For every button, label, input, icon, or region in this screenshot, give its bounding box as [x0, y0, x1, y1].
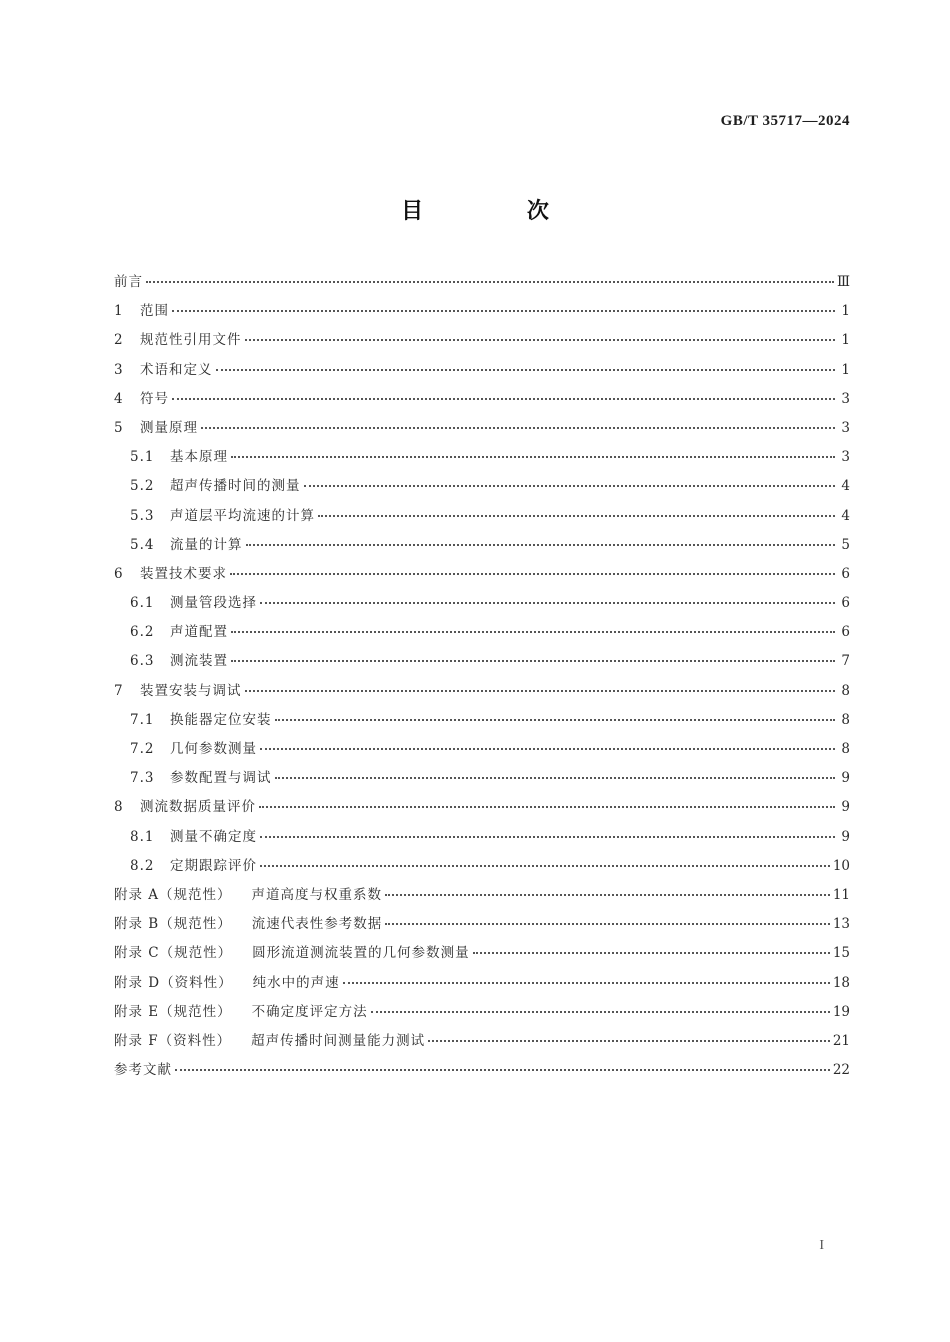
- toc-entry[interactable]: [114, 649, 850, 678]
- page-number: I: [819, 1238, 824, 1253]
- dot-leader: [385, 894, 830, 896]
- toc-entry[interactable]: [114, 679, 850, 708]
- toc-entry-page: 15: [832, 945, 850, 962]
- dot-leader: [260, 748, 835, 750]
- toc-entry[interactable]: [114, 387, 850, 416]
- toc-entry-label: 纯水中的声速: [252, 974, 340, 991]
- toc-entry[interactable]: [114, 795, 850, 824]
- toc-entry[interactable]: [114, 737, 850, 766]
- dot-leader: [230, 573, 835, 575]
- toc-entry-label: 基本原理: [170, 449, 228, 466]
- toc-entry-label: 规范性引用文件: [140, 332, 242, 349]
- toc-entry-page: 3: [841, 419, 850, 436]
- toc-entry-label: 声道配置: [170, 624, 228, 641]
- dot-leader: [246, 544, 836, 546]
- toc-entry[interactable]: [114, 474, 850, 503]
- toc-entry[interactable]: [114, 299, 850, 328]
- toc-entry[interactable]: [114, 766, 850, 795]
- toc-entry-page: 5: [841, 536, 850, 553]
- toc-entry-number: 附录 A（规范性）: [114, 886, 232, 903]
- toc-entry-number: 8.1: [130, 828, 155, 845]
- toc-entry-number: 附录 C（规范性）: [114, 945, 233, 962]
- toc-entry-label: 范围: [140, 303, 169, 320]
- toc-entry[interactable]: [114, 562, 850, 591]
- toc-entry[interactable]: [114, 591, 850, 620]
- toc-entry-page: 22: [832, 1062, 850, 1079]
- toc-entry-label: 换能器定位安装: [170, 711, 272, 728]
- dot-leader: [473, 952, 830, 954]
- toc-entry-label: 测量不确定度: [170, 828, 257, 845]
- dot-leader: [260, 836, 835, 838]
- toc-entry-page: 4: [841, 507, 850, 524]
- toc-entry-number: 附录 E（规范性）: [114, 1003, 232, 1020]
- dot-leader: [259, 806, 835, 808]
- toc-entry-page: 6: [841, 624, 850, 641]
- toc-entry-number: 1: [114, 303, 124, 320]
- toc-entry-number: 6.3: [130, 653, 155, 670]
- dot-leader: [428, 1040, 830, 1042]
- toc-entry[interactable]: [114, 270, 850, 299]
- dot-leader: [318, 515, 835, 517]
- toc-entry-number: 4: [114, 390, 124, 407]
- toc-entry-number: 2: [114, 332, 124, 349]
- toc-entry[interactable]: [114, 328, 850, 357]
- toc-entry-page: 1: [841, 361, 850, 378]
- toc-entry-page: 6: [841, 595, 850, 612]
- dot-leader: [343, 982, 830, 984]
- dot-leader: [172, 398, 835, 400]
- dot-leader: [275, 719, 836, 721]
- toc-entry-page: 11: [832, 886, 850, 903]
- toc-entry-page: 9: [841, 799, 850, 816]
- dot-leader: [304, 485, 836, 487]
- toc-entry-page: 8: [841, 741, 850, 757]
- toc-entry-number: 附录 D（资料性）: [114, 974, 233, 991]
- toc-entry[interactable]: [114, 620, 850, 649]
- toc-entry-page: 8: [841, 682, 850, 699]
- toc-entry-page: 4: [841, 478, 850, 495]
- toc-entry-number: 附录 F（资料性）: [114, 1032, 232, 1049]
- toc-entry-number: 7: [114, 682, 124, 699]
- toc-entry-page: 18: [832, 974, 850, 991]
- dot-leader: [231, 631, 835, 633]
- toc-entry[interactable]: [114, 1000, 850, 1029]
- toc-entry-number: 6.2: [130, 624, 155, 641]
- toc-entry-number: 5.2: [130, 478, 155, 495]
- toc-entry-label: 装置安装与调试: [140, 682, 242, 699]
- toc-entry[interactable]: [114, 971, 850, 1000]
- toc-entry-number: 7.2: [130, 741, 155, 757]
- toc-entry-page: 9: [841, 828, 850, 845]
- toc-entry-label: 不确定度评定方法: [251, 1003, 368, 1020]
- toc-entry-number: 5.3: [130, 507, 155, 524]
- toc-entry[interactable]: [114, 533, 850, 562]
- dot-leader: [216, 369, 836, 371]
- toc-entry-label: 声道层平均流速的计算: [170, 507, 315, 524]
- dot-leader: [201, 427, 835, 429]
- toc-entry[interactable]: [114, 504, 850, 533]
- toc-entry[interactable]: [114, 912, 850, 941]
- dot-leader: [385, 923, 830, 925]
- toc-entry-number: 8: [114, 799, 124, 816]
- toc-entry[interactable]: [114, 708, 850, 737]
- toc-entry-label: 测流装置: [170, 653, 228, 670]
- dot-leader: [172, 310, 835, 312]
- dot-leader: [245, 339, 836, 341]
- dot-leader: [175, 1069, 830, 1071]
- toc-entry-label: 前言: [114, 274, 143, 290]
- toc-entry[interactable]: [114, 883, 850, 912]
- toc-entry[interactable]: [114, 941, 850, 970]
- toc-entry[interactable]: [114, 825, 850, 854]
- toc-entry-number: 5: [114, 419, 124, 436]
- toc-entry-page: Ⅲ: [836, 274, 850, 290]
- toc-entry-number: 7.3: [130, 770, 155, 787]
- toc-entry-page: 3: [841, 449, 850, 466]
- toc-entry-page: 7: [841, 653, 850, 670]
- toc-entry-number: 6.1: [130, 595, 155, 612]
- standard-code: GB/T 35717—2024: [720, 113, 850, 129]
- dot-leader: [231, 456, 835, 458]
- toc-entry-label: 装置技术要求: [140, 565, 227, 582]
- toc-entry[interactable]: [114, 854, 850, 883]
- dot-leader: [260, 602, 835, 604]
- toc-entry-label: 流速代表性参考数据: [251, 916, 383, 933]
- toc-entry-page: 6: [841, 565, 850, 582]
- toc-entry-label: 声道高度与权重系数: [251, 886, 383, 903]
- toc-entry-label: 术语和定义: [140, 361, 213, 378]
- toc-entry[interactable]: [114, 1058, 850, 1087]
- toc-entry-label: 测流数据质量评价: [140, 799, 256, 816]
- toc-entry-label: 超声传播时间测量能力测试: [251, 1032, 426, 1049]
- toc-entry-number: 7.1: [130, 711, 155, 728]
- dot-leader: [260, 865, 830, 867]
- toc-entry-label: 几何参数测量: [170, 741, 257, 757]
- dot-leader: [231, 660, 835, 662]
- toc-entry-page: 21: [832, 1032, 850, 1049]
- toc-entry-label: 参数配置与调试: [170, 770, 272, 787]
- toc-entry-number: 附录 B（规范性）: [114, 916, 232, 933]
- toc-entry-page: 1: [841, 332, 850, 349]
- toc-entry-page: 9: [841, 770, 850, 787]
- toc-entry-page: 3: [841, 390, 850, 407]
- toc-entry-label: 参考文献: [114, 1062, 172, 1079]
- toc-entry-label: 测量原理: [140, 419, 198, 436]
- toc-entry-label: 流量的计算: [170, 536, 243, 553]
- toc-entry-page: 19: [832, 1003, 850, 1020]
- toc-entry[interactable]: [114, 445, 850, 474]
- toc-entry-label: 圆形流道测流装置的几何参数测量: [252, 945, 470, 962]
- toc-entry-number: 8.2: [130, 857, 155, 874]
- toc-entry-number: 5.4: [130, 536, 155, 553]
- dot-leader: [275, 777, 836, 779]
- toc-entry-page: 8: [841, 711, 850, 728]
- dot-leader: [371, 1011, 830, 1013]
- toc-entry-page: 1: [841, 303, 850, 320]
- toc-entry[interactable]: [114, 1029, 850, 1058]
- dot-leader: [245, 690, 836, 692]
- toc-entry-label: 符号: [140, 390, 169, 407]
- toc-entry-label: 测量管段选择: [170, 595, 257, 612]
- toc-entry-label: 超声传播时间的测量: [170, 478, 301, 495]
- toc-entry-number: 3: [114, 361, 124, 378]
- toc-entry-page: 13: [832, 916, 850, 933]
- dot-leader: [146, 281, 834, 283]
- toc-entry[interactable]: [114, 416, 850, 445]
- toc-entry-page: 10: [832, 857, 850, 874]
- page-title: 目 次: [401, 199, 597, 224]
- table-of-contents: [114, 270, 850, 1087]
- toc-entry-number: 5.1: [130, 449, 155, 466]
- toc-entry-label: 定期跟踪评价: [170, 857, 257, 874]
- toc-entry-number: 6: [114, 565, 124, 582]
- toc-entry[interactable]: [114, 358, 850, 387]
